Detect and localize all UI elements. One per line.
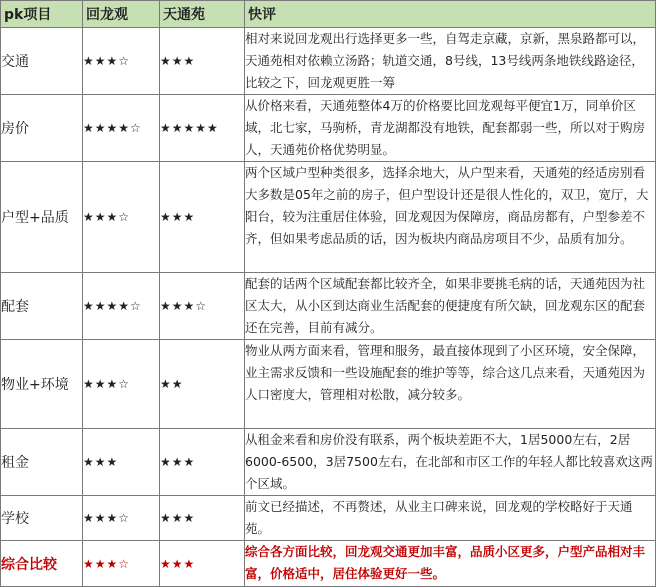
rating-huilongguan: ★★★★☆ [83, 95, 160, 162]
table-row [1, 95, 656, 162]
rating-tiantongyuan: ★★★ [160, 162, 245, 273]
row-item: 户型+品质 [1, 162, 83, 273]
rating-tiantongyuan: ★★★ [160, 28, 245, 95]
table-row [1, 162, 656, 273]
row-item: 物业+环境 [1, 340, 83, 429]
row-item: 学校 [1, 496, 83, 541]
table-row [1, 429, 656, 496]
total-item: 综合比较 [1, 541, 83, 587]
rating-huilongguan: ★★★☆ [83, 28, 160, 95]
total-rating-huilongguan: ★★★☆ [83, 541, 160, 587]
row-item: 配套 [1, 273, 83, 340]
table-row [1, 340, 656, 429]
table-row [1, 273, 656, 340]
rating-tiantongyuan: ★★ [160, 340, 245, 429]
total-review-text: 综合各方面比较，回龙观交通更加丰富，品质小区更多，户型产品相对丰富，价格适中，居住体验更好一些。 [245, 541, 656, 587]
rating-huilongguan: ★★★ [83, 429, 160, 496]
review-text: 相对来说回龙观出行选择更多一些，自驾走京藏，京新，黑泉路都可以，天通苑相对依赖立汤路；轨道交通，8号线，13号线两条地铁线路途径，比较之下，回龙观更胜一筹 [245, 28, 656, 95]
rating-tiantongyuan: ★★★★★ [160, 95, 245, 162]
header-tiantongyuan: 天通苑 [160, 1, 245, 28]
header-item: pk项目 [1, 1, 83, 28]
header-row [1, 1, 656, 28]
header-review: 快评 [245, 1, 656, 28]
review-text: 两个区域户型种类很多，选择余地大，从户型来看，天通苑的经适房别看大多数是05年之前的房子，但户型设计还是很人性化的，双卫，宽厅，大阳台，较为注重居住体验，回龙观因为保障房，商品房都有，户型参差不齐，但如果考虑品质的话，因为板块内商品房项目不少，品质有加分。 [245, 162, 656, 273]
rating-huilongguan: ★★★☆ [83, 340, 160, 429]
review-text: 配套的话两个区域配套都比较齐全，如果非要挑毛病的话，天通苑因为社区太大，从小区到达商业生活配套的便捷度有所欠缺，回龙观东区的配套还在完善，目前有减分。 [245, 273, 656, 340]
rating-huilongguan: ★★★☆ [83, 162, 160, 273]
rating-tiantongyuan: ★★★☆ [160, 273, 245, 340]
total-row [1, 541, 656, 587]
table-row [1, 28, 656, 95]
total-rating-tiantongyuan: ★★★ [160, 541, 245, 587]
row-item: 租金 [1, 429, 83, 496]
rating-tiantongyuan: ★★★ [160, 496, 245, 541]
row-item: 交通 [1, 28, 83, 95]
review-text: 从价格来看，天通苑整体4万的价格要比回龙观每平便宜1万，同单价区域，北七家，马驹桥，青龙湖都没有地铁，配套都弱一些，所以对于购房人，天通苑价格优势明显。 [245, 95, 656, 162]
row-item: 房价 [1, 95, 83, 162]
rating-huilongguan: ★★★★☆ [83, 273, 160, 340]
table-row [1, 496, 656, 541]
review-text: 物业从两方面来看，管理和服务，最直接体现到了小区环境，安全保障，业主需求反馈和一些设施配套的维护等等，综合这几点来看，天通苑因为人口密度大，管理相对松散，减分较多。 [245, 340, 656, 429]
rating-huilongguan: ★★★☆ [83, 496, 160, 541]
review-text: 前文已经描述，不再赘述，从业主口碑来说，回龙观的学校略好于天通苑。 [245, 496, 656, 541]
rating-tiantongyuan: ★★★ [160, 429, 245, 496]
review-text: 从租金来看和房价没有联系，两个板块差距不大，1居5000左右，2居6000-6500，3居7500左右，在北部和市区工作的年轻人都比较喜欢这两个区域。 [245, 429, 656, 496]
header-huilongguan: 回龙观 [83, 1, 160, 28]
